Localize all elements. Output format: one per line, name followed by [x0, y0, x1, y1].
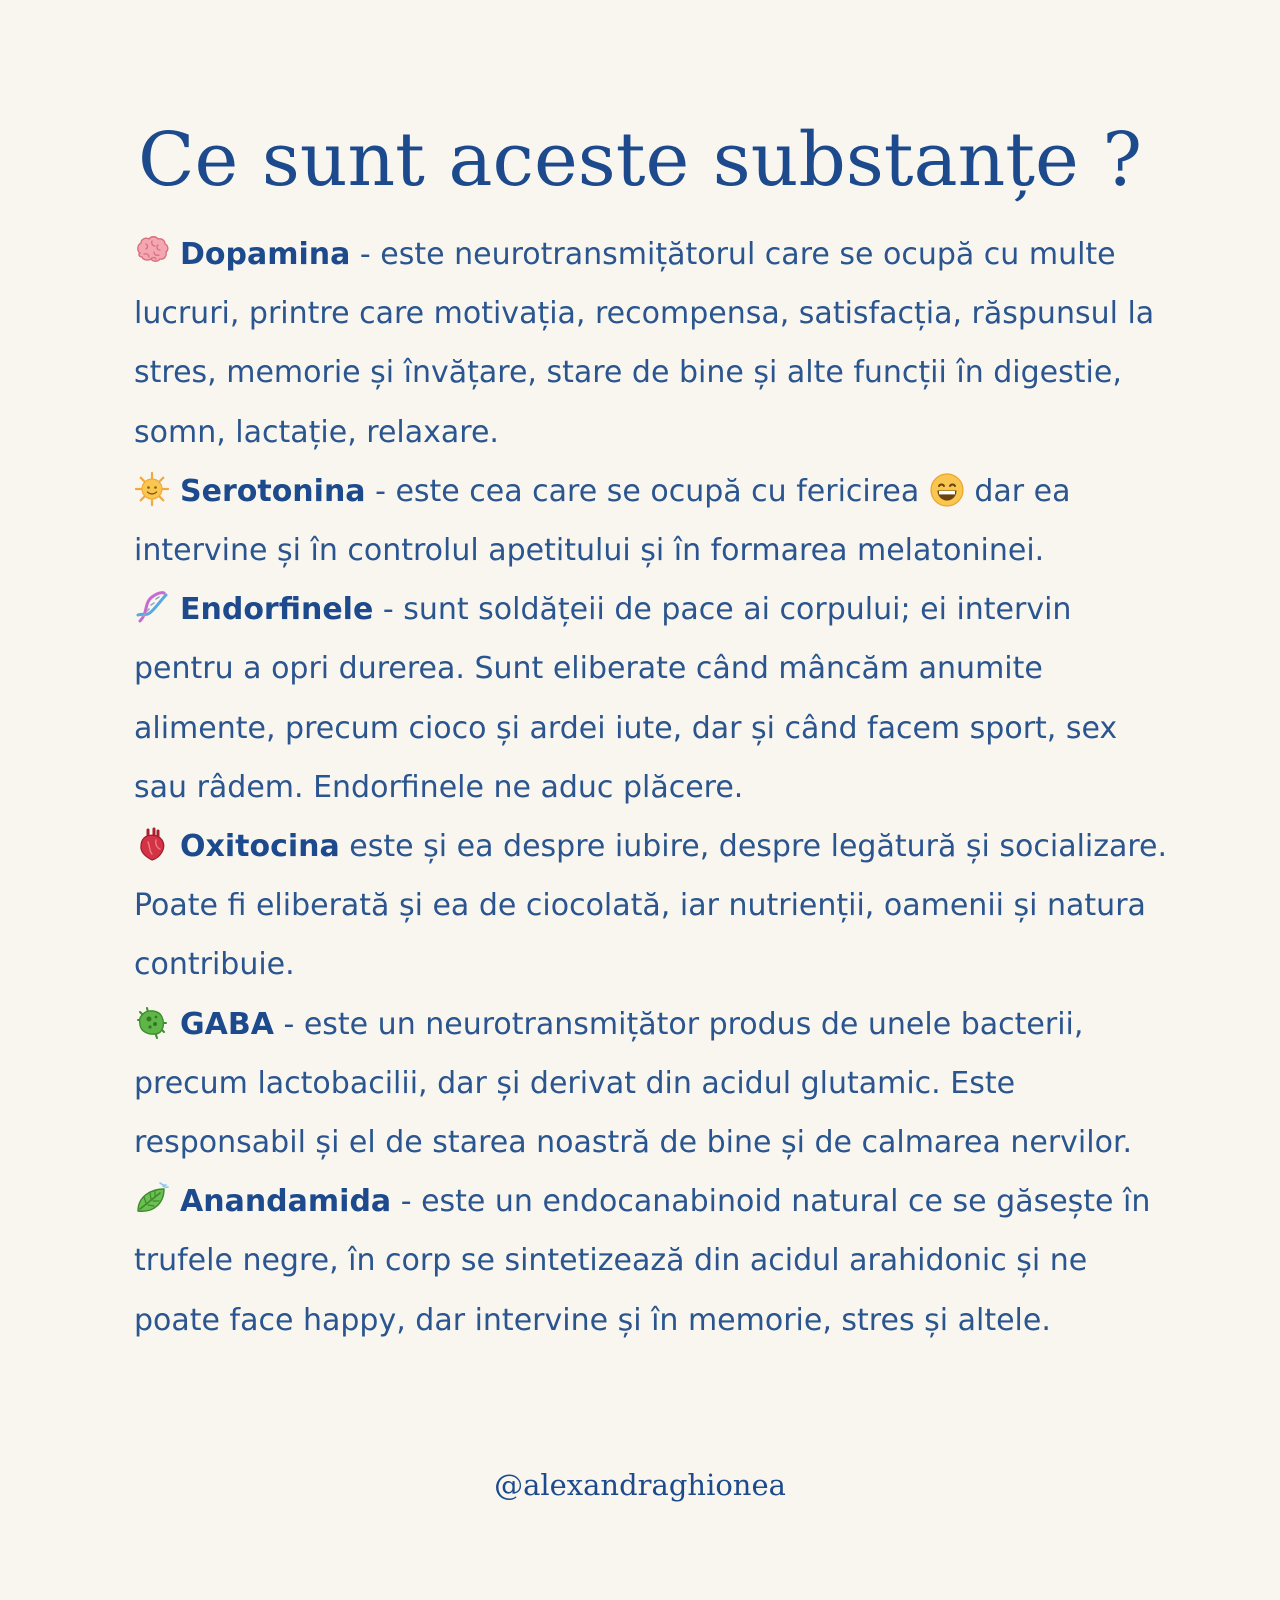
page-title: Ce sunt aceste substanțe ? — [137, 117, 1143, 203]
entry-anandamida — [134, 1172, 1174, 1350]
grinning-face-icon — [929, 472, 965, 508]
entry-term: Dopamina — [180, 237, 351, 272]
entry-serotonina — [134, 462, 1174, 580]
entry-term: Endorfinele — [180, 592, 374, 628]
entry-text: - sunt soldățeii de pace ai corpului; ei intervin pentru a opri durerea. Sunt eliberate când mâncăm anumite alimente, precum cioco și ardei iute, dar și când facem sport, sex sau râdem. Endorfinele ne aduc plăcere. — [134, 592, 1118, 805]
anatomical-heart-icon — [134, 826, 170, 862]
entry-text: - este cea care se ocupă cu fericirea — [365, 473, 929, 509]
entry-term: Serotonina — [180, 473, 366, 509]
entry-endorfinele — [134, 580, 1174, 817]
dna-icon — [134, 589, 170, 625]
entry-text: - este un endocanabinoid natural ce se găsește în trufele negre, în corp se sintetizează din acidul arahidonic și ne poate face happy, dar intervine și în memorie, stres și altele. — [134, 1184, 1151, 1338]
entry-text: este și ea despre iubire, despre legătură și socializare. Poate fi eliberată și ea de ciocolată, iar nutrienții, oamenii și natura contribuie. — [134, 829, 1168, 983]
entry-term: Oxitocina — [180, 829, 340, 865]
entry-text: dar ea intervine și în controlul apetitului și în formarea melatoninei. — [134, 473, 1071, 569]
brain-icon — [134, 234, 170, 270]
entry-text: - este un neurotransmițător produs de unele bacterii, precum lactobacilii, dar și derivat din acidul glutamic. Este responsabil și el de starea noastră de bine și de calmarea nervilor. — [134, 1006, 1133, 1161]
entry-dopamina — [134, 225, 1174, 462]
entry-gaba — [134, 995, 1174, 1173]
sun-icon — [134, 471, 170, 507]
leaf-wind-icon — [134, 1181, 170, 1217]
entry-text: - este neurotransmițătorul care se ocupă cu multe lucruri, printre care motivația, recompensa, satisfacția, răspunsul la stres, memorie și învățare, stare de bine și alte funcții în digestie, somn, lactație, relaxare. — [134, 237, 1155, 450]
author-handle: @alexandraghionea — [494, 1468, 786, 1502]
entry-term: GABA — [180, 1006, 274, 1042]
microbe-icon — [134, 1004, 170, 1040]
entry-oxitocina — [134, 817, 1174, 995]
content — [134, 225, 1174, 1350]
entry-term: Anandamida — [180, 1184, 392, 1220]
